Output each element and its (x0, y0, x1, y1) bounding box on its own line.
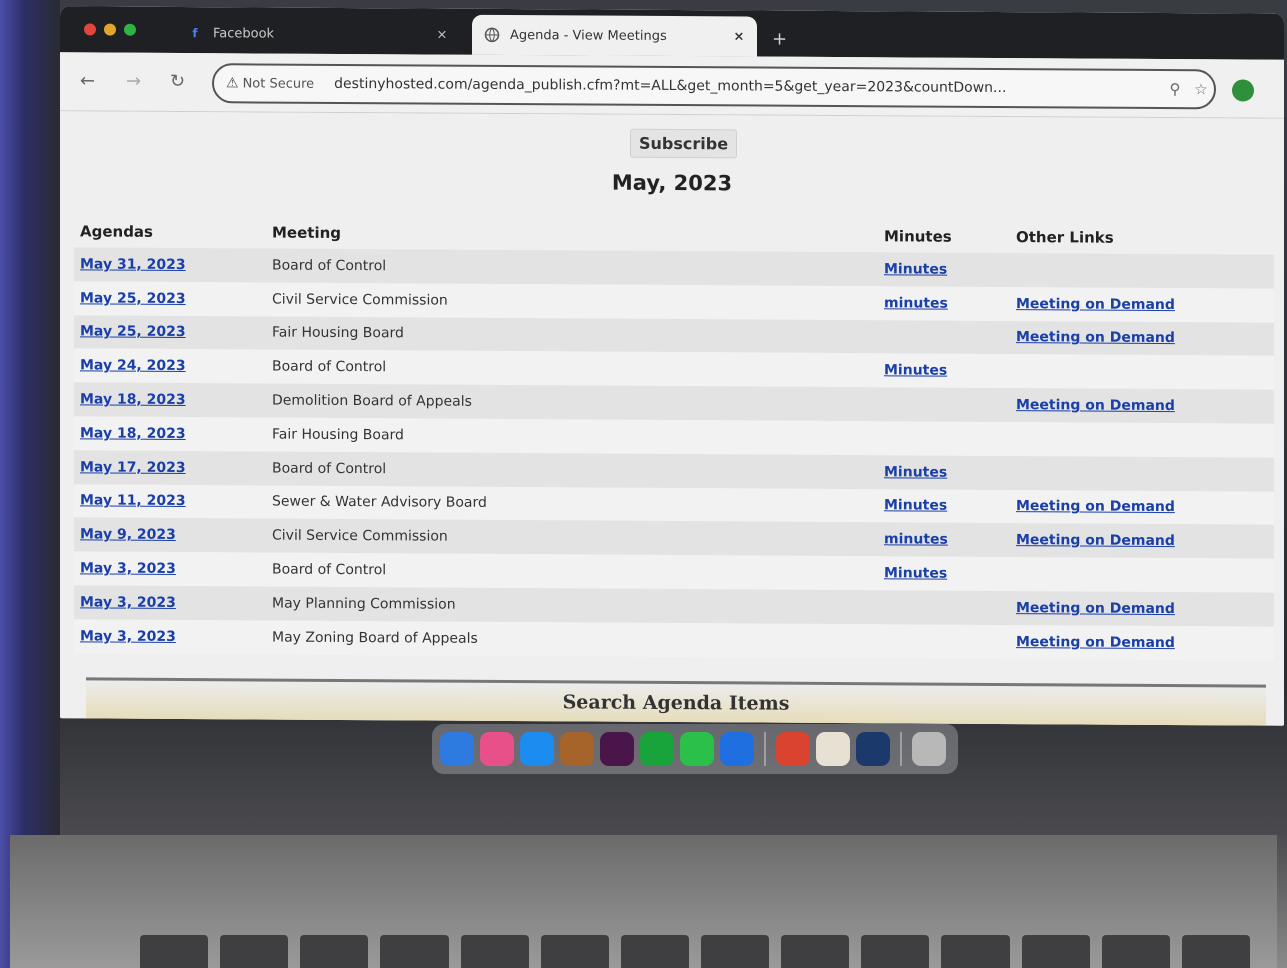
meeting-name: Fair Housing Board (266, 316, 878, 354)
agenda-date-link[interactable]: May 18, 2023 (80, 425, 186, 442)
close-tab-icon[interactable]: × (436, 27, 448, 43)
table-row (74, 619, 1274, 660)
table-body (74, 247, 1274, 660)
chrome-icon[interactable] (776, 732, 810, 766)
agenda-date-link[interactable]: May 17, 2023 (80, 459, 186, 476)
minutes-cell (878, 421, 1010, 456)
meetings-table (74, 215, 1274, 660)
app-store-icon[interactable] (520, 732, 554, 766)
agenda-cell (74, 450, 266, 485)
subscribe-button[interactable]: Subscribe (630, 129, 737, 159)
agenda-date-link[interactable]: May 3, 2023 (80, 628, 176, 645)
minutes-cell (878, 252, 1010, 287)
other-links-cell (1010, 422, 1274, 457)
other-links-cell (1010, 557, 1274, 592)
minutes-link[interactable]: Minutes (884, 565, 948, 582)
other-links-cell (1010, 490, 1274, 525)
meeting-name: Board of Control (266, 451, 878, 489)
minutes-cell (878, 556, 1010, 591)
minutes-cell (878, 286, 1010, 321)
tab-facebook[interactable] (175, 13, 460, 55)
minutes-link[interactable]: minutes (884, 531, 948, 548)
notes-app-icon[interactable] (560, 732, 594, 766)
tab-label: Agenda - View Meetings (510, 27, 667, 44)
search-icon[interactable]: ⚲ (1169, 80, 1181, 99)
agenda-cell (74, 383, 266, 418)
meeting-on-demand-link[interactable]: Meeting on Demand (1016, 295, 1175, 313)
other-links-cell (1010, 321, 1274, 356)
meeting-name: Civil Service Commission (266, 282, 878, 320)
minutes-cell (878, 523, 1010, 558)
bookmark-star-icon[interactable]: ☆ (1194, 80, 1208, 99)
other-links-cell (1010, 253, 1274, 288)
minutes-cell (878, 489, 1010, 524)
page-title: May, 2023 (611, 170, 733, 196)
agenda-date-link[interactable]: May 24, 2023 (80, 357, 186, 375)
agenda-date-link[interactable]: May 25, 2023 (80, 290, 186, 307)
minutes-link[interactable]: Minutes (884, 261, 948, 278)
meeting-on-demand-link[interactable]: Meeting on Demand (1016, 397, 1175, 415)
agenda-cell (74, 619, 266, 654)
reload-icon[interactable]: ↻ (170, 70, 186, 93)
trash-icon[interactable] (912, 732, 946, 766)
meeting-name: Fair Housing Board (266, 418, 878, 456)
dock-separator (900, 732, 902, 766)
minutes-link[interactable]: Minutes (884, 362, 948, 379)
other-links-cell (1010, 523, 1274, 558)
agenda-date-link[interactable]: May 31, 2023 (80, 256, 186, 273)
minutes-cell (878, 387, 1010, 422)
browser-window (60, 6, 1284, 725)
tab-label: Facebook (213, 25, 275, 42)
minutes-cell (878, 455, 1010, 490)
close-window-button[interactable] (84, 23, 96, 35)
other-links-cell (1010, 388, 1274, 423)
minutes-cell (878, 590, 1010, 625)
other-links-cell (1010, 287, 1274, 322)
other-links-cell (1010, 354, 1274, 389)
column-header-meeting: Meeting (272, 223, 342, 242)
profile-avatar[interactable] (1232, 79, 1254, 101)
agenda-date-link[interactable]: May 3, 2023 (80, 560, 176, 578)
meeting-name: Sewer & Water Advisory Board (266, 485, 878, 523)
meeting-name: Demolition Board of Appeals (266, 384, 878, 422)
search-section-heading: Search Agenda Items (86, 677, 1266, 725)
screen-edge (0, 0, 60, 968)
address-bar[interactable] (212, 63, 1216, 109)
minutes-cell (878, 320, 1010, 355)
minutes-link[interactable]: Minutes (884, 497, 948, 515)
meeting-name: May Planning Commission (266, 586, 878, 624)
safari-icon[interactable] (720, 732, 754, 766)
back-arrow-icon[interactable]: ← (80, 70, 96, 92)
agenda-cell (74, 518, 266, 553)
agenda-cell (74, 484, 266, 519)
agenda-date-link[interactable]: May 25, 2023 (80, 323, 186, 341)
minimize-window-button[interactable] (104, 24, 116, 36)
url-text[interactable]: destinyhosted.com/agenda_publish.cfm?mt=ALL&get_month=5&get_year=2023&countDown... (334, 75, 1007, 97)
finder-icon[interactable] (440, 732, 474, 766)
facebook-icon: f (192, 26, 198, 41)
zoom-window-button[interactable] (124, 24, 136, 36)
other-links-cell (1010, 625, 1274, 660)
close-tab-icon[interactable]: × (733, 28, 745, 44)
agenda-cell (74, 315, 266, 350)
meeting-on-demand-link[interactable]: Meeting on Demand (1016, 329, 1175, 347)
slack-icon[interactable] (600, 732, 634, 766)
folder-icon[interactable] (816, 732, 850, 766)
meeting-on-demand-link[interactable]: Meeting on Demand (1016, 633, 1175, 651)
column-header-minutes: Minutes (884, 227, 952, 246)
agenda-cell (74, 349, 266, 384)
security-label: Not Secure (242, 75, 315, 92)
agenda-cell (74, 281, 266, 316)
dock-separator (764, 732, 766, 766)
agenda-date-link[interactable]: May 3, 2023 (80, 594, 176, 611)
agenda-cell (74, 247, 266, 282)
photos-icon[interactable] (480, 732, 514, 766)
keyboard-keys (140, 935, 1250, 968)
agenda-date-link[interactable]: May 11, 2023 (80, 492, 186, 510)
globe-icon (484, 27, 500, 43)
meeting-on-demand-link[interactable]: Meeting on Demand (1016, 498, 1175, 516)
messages-icon[interactable] (680, 732, 714, 766)
other-links-cell (1010, 456, 1274, 491)
facetime-icon[interactable] (640, 732, 674, 766)
agenda-cell (74, 416, 266, 451)
browser-toolbar (60, 52, 1284, 118)
minutes-cell (878, 624, 1010, 659)
minutes-cell (878, 354, 1010, 389)
agenda-cell (74, 552, 266, 587)
meeting-name: Board of Control (266, 249, 878, 287)
other-links-cell (1010, 591, 1274, 626)
meeting-on-demand-link[interactable]: Meeting on Demand (1016, 599, 1175, 617)
column-header-agendas: Agendas (80, 222, 153, 241)
dock (432, 724, 958, 774)
meeting-name: May Zoning Board of Appeals (266, 620, 878, 658)
warning-triangle-icon: ⚠ (226, 75, 239, 92)
forward-arrow-icon[interactable]: → (126, 70, 142, 92)
column-header-other-links: Other Links (1016, 228, 1114, 247)
meeting-name: Board of Control (266, 553, 878, 591)
meeting-on-demand-link[interactable]: Meeting on Demand (1016, 532, 1175, 550)
agenda-date-link[interactable]: May 18, 2023 (80, 391, 186, 409)
page-content (60, 111, 1284, 725)
minutes-link[interactable]: Minutes (884, 463, 948, 481)
system-app-icon[interactable] (856, 732, 890, 766)
minutes-link[interactable]: minutes (884, 294, 948, 312)
agenda-date-link[interactable]: May 9, 2023 (80, 526, 176, 544)
tab-agenda[interactable] (472, 15, 757, 57)
tab-bar (60, 6, 1284, 59)
meeting-name: Civil Service Commission (266, 519, 878, 557)
agenda-cell (74, 585, 266, 620)
meeting-name: Board of Control (266, 350, 878, 388)
new-tab-icon[interactable]: + (772, 28, 788, 50)
